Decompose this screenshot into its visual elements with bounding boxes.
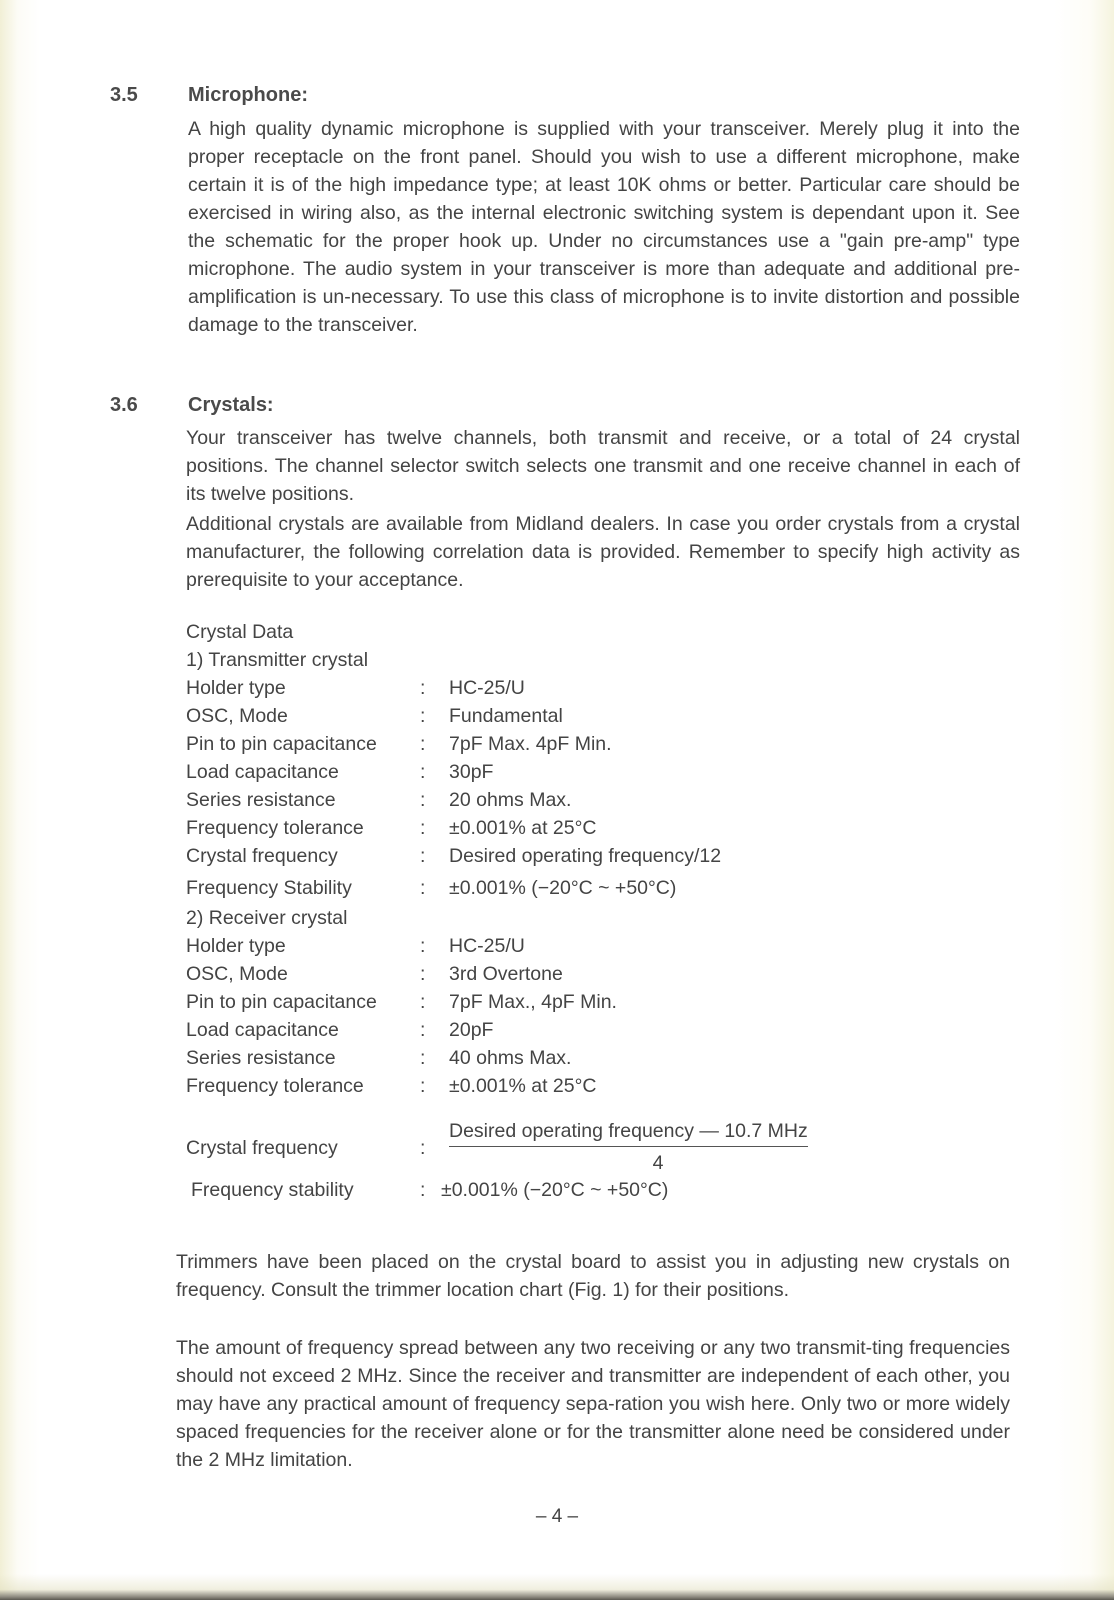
spec-label: Holder type [186, 935, 286, 957]
spec-colon: : [420, 817, 426, 839]
spec-value: 3rd Overtone [449, 963, 563, 985]
spec-value: ±0.001% at 25°C [449, 817, 597, 839]
spec-colon: : [420, 677, 426, 699]
page-bottom-edge [0, 1574, 1114, 1600]
section-title-crystals: Crystals: [188, 394, 274, 416]
spec-colon: : [420, 1019, 426, 1041]
spec-label: Series resistance [186, 1047, 336, 1069]
spec-colon: : [420, 1137, 426, 1159]
spec-label: Pin to pin capacitance [186, 991, 377, 1013]
crystals-paragraph-1: Your transceiver has twelve channels, both transmit and receive, or a total of 24 crystal positions. The channel selector switch selects one transmit and one receive channel in each of its twelve positions. [186, 427, 1020, 505]
spec-colon: : [420, 845, 426, 867]
spec-label: Crystal frequency [186, 845, 338, 867]
spec-colon: : [420, 991, 426, 1013]
section-number: 3.6 [110, 394, 138, 416]
frequency-formula-denominator: 4 [652, 1152, 664, 1174]
spec-colon: : [420, 935, 426, 957]
spec-colon: : [420, 963, 426, 985]
spec-value: 7pF Max., 4pF Min. [449, 991, 617, 1013]
spec-value: ±0.001% (−20°C ~ +50°C) [441, 1179, 669, 1201]
spec-label: Series resistance [186, 789, 336, 811]
spec-label: Load capacitance [186, 761, 339, 783]
spec-label: Frequency stability [191, 1179, 354, 1201]
spec-label: Pin to pin capacitance [186, 733, 377, 755]
spec-value: 20 ohms Max. [449, 789, 572, 811]
receiver-crystal-heading: 2) Receiver crystal [186, 907, 348, 929]
spec-value: Fundamental [449, 705, 563, 727]
spec-colon: : [420, 705, 426, 727]
spec-colon: : [420, 789, 426, 811]
spec-label: Frequency Stability [186, 877, 352, 899]
spec-colon: : [420, 733, 426, 755]
transmitter-crystal-heading: 1) Transmitter crystal [186, 649, 369, 671]
spec-colon: : [420, 1075, 426, 1097]
spec-value: 20pF [449, 1019, 494, 1041]
spec-value: 7pF Max. 4pF Min. [449, 733, 612, 755]
spec-value: HC-25/U [449, 935, 525, 957]
section-title-microphone: Microphone: [188, 84, 308, 106]
spec-value: 40 ohms Max. [449, 1047, 572, 1069]
spec-colon: : [420, 1047, 426, 1069]
spec-value: 30pF [449, 761, 494, 783]
crystals-paragraph-2: Additional crystals are available from Midland dealers. In case you order crystals from a crystal manufacturer, the following correlation data is provided. Remember to specify high activity as prerequisite to your acceptance. [186, 513, 1020, 591]
crystal-data-heading: Crystal Data [186, 621, 294, 643]
page-number: – 4 – [535, 1506, 579, 1527]
spec-label: Frequency tolerance [186, 1075, 364, 1097]
spec-value: ±0.001% at 25°C [449, 1075, 597, 1097]
spec-label: Holder type [186, 677, 286, 699]
spec-colon: : [420, 877, 426, 899]
spec-label: Crystal frequency [186, 1137, 338, 1159]
spec-label: Frequency tolerance [186, 817, 364, 839]
spec-colon: : [420, 761, 426, 783]
section-number: 3.5 [110, 84, 138, 106]
spec-label: OSC, Mode [186, 705, 288, 727]
microphone-paragraph: A high quality dynamic microphone is supplied with your transceiver. Merely plug it into the proper receptacle on the front panel. Should you wish to use a different microphone, make certain it is of the high impedance type; at least 10K ohms or better. Particular care should be exercised in wiring also, as the internal electronic switching system is dependant upon it. See the schematic for the proper hook up. Under no circumstances use a "gain pre-amp" type microphone. The audio system in your transceiver is more than adequate and additional pre-amplification is un-necessary. To use this class of microphone is to invite distortion and possible damage to the transceiver. [188, 118, 1020, 336]
trimmers-paragraph: Trimmers have been placed on the crystal board to assist you in adjusting new crystals on frequency. Consult the trimmer location chart (Fig. 1) for their positions. [176, 1251, 1010, 1301]
frequency-formula-numerator: Desired operating frequency — 10.7 MHz [449, 1118, 808, 1147]
frequency-spread-paragraph: The amount of frequency spread between any two receiving or any two transmit-ting frequencies should not exceed 2 MHz. Since the receiver and transmitter are independent of each other, you may have any practical amount of frequency sepa-ration you wish here. Only two or more widely spaced frequencies for the receiver alone or for the transmitter alone need be considered under the 2 MHz limitation. [176, 1337, 1010, 1471]
spec-colon: : [420, 1179, 426, 1201]
spec-label: Load capacitance [186, 1019, 339, 1041]
spec-value: Desired operating frequency/12 [449, 845, 722, 867]
spec-value: ±0.001% (−20°C ~ +50°C) [449, 877, 677, 899]
spec-value: HC-25/U [449, 677, 525, 699]
spec-label: OSC, Mode [186, 963, 288, 985]
